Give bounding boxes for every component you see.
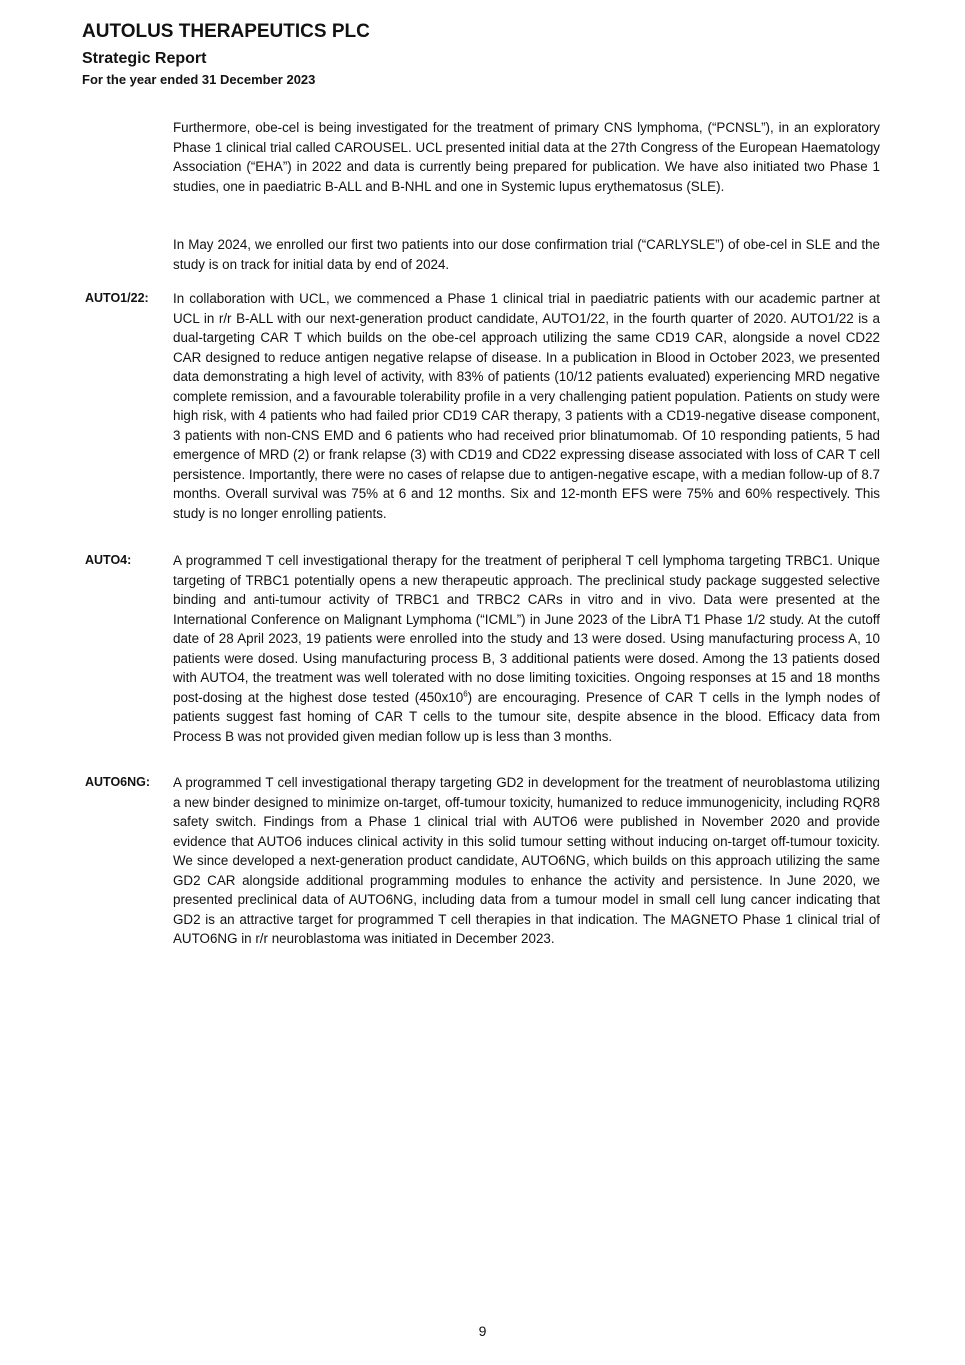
- auto6ng-paragraph: A programmed T cell investigational therapy targeting GD2 in development for the treatment of neuroblastoma utilizing a new binder designed to minimize on-target, off-tumour toxicity, humanized to reduce immunogenicity, including RQR8 safety switch. Findings from a Phase 1 clinical trial with AUTO6 were published in November 2020 and provide evidence that AUTO6 induces clinical activity in this solid tumour setting without inducing on-target off-tumour toxicity. We since developed a next-generation product candidate, AUTO6NG, which builds on this approach utilizing the same GD2 CAR alongside additional programming modules to enhance the activity and persistence. In June 2020, we presented preclinical data of AUTO6NG, including data from a tumour model in small cell lung cancer indicating that GD2 is an attractive target for programmed T cell therapies in that indication. The MAGNETO Phase 1 clinical trial of AUTO6NG in r/r neuroblastoma was initiated in December 2023.: [173, 775, 880, 946]
- page-header: [82, 20, 370, 89]
- auto4-superscript: 6: [463, 689, 468, 699]
- report-period: For the year ended 31 December 2023: [82, 72, 316, 87]
- page-number: 9: [478, 1323, 487, 1339]
- report-title: Strategic Report: [82, 50, 207, 67]
- auto4-text-part-1: A programmed T cell investigational therapy for the treatment of peripheral T cell lymphoma targeting TRBC1. Unique targeting of TRBC1 potentially opens a new therapeutic approach. The preclinical study package suggested selective binding and anti-tumour activity of TRBC1 and TRBC2 CARs in vitro and in vivo. Data were presented at the International Conference on Malignant Lymphoma (“ICML”) in June 2023 of the LibrA T1 Phase 1/2 study. At the cutoff date of 28 April 2023, 19 patients were enrolled into the study and 13 were dosed. Using manufacturing process A, 10 patients were dosed. Using manufacturing process B, 3 additional patients were dosed. Among the 13 patients dosed with AUTO4, the treatment was well tolerated with no dose limiting toxicities. Ongoing responses at 15 and 18 months post-dosing at the highest dose tested (450x10: [173, 553, 880, 705]
- intro-paragraph-2: In May 2024, we enrolled our first two patients into our dose confirmation trial (“CARLYSLE”) of obe-cel in SLE and the study is on track for initial data by end of 2024.: [173, 237, 880, 272]
- auto4-text-part-2: ) are encouraging. Presence of CAR T cells in the lymph nodes of patients suggest fast homing of CAR T cells to the tumour site, despite absence in the blood. Efficacy data from Process B was not provided given median follow up is less than 3 months.: [173, 689, 880, 744]
- intro-paragraph-1: Furthermore, obe-cel is being investigated for the treatment of primary CNS lymphoma, (“PCNSL”), in an exploratory Phase 1 clinical trial called CAROUSEL. UCL presented initial data at the 27th Congress of the European Haematology Association (“EHA”) in 2022 and data is currently being prepared for publication. We have also initiated two Phase 1 studies, one in paediatric B-ALL and B-NHL and one in Systemic lupus erythematosus (SLE).: [173, 120, 880, 194]
- company-name: AUTOLUS THERAPEUTICS PLC: [82, 21, 370, 42]
- auto4-label: AUTO4:: [85, 553, 132, 567]
- auto6ng-label: AUTO6NG:: [85, 775, 151, 789]
- auto1-22-paragraph: In collaboration with UCL, we commenced a Phase 1 clinical trial in paediatric patients with our academic partner at UCL in r/r B-ALL with our next-generation product candidate, AUTO1/22, in the fourth quarter of 2020. AUTO1/22 is a dual-targeting CAR T which builds on the obe-cel approach utilizing the same CD19 CAR, alongside a novel CD22 CAR designed to reduce antigen negative relapse of disease. In a publication in Blood in October 2023, we presented data demonstrating a high level of activity, with 83% of patients (10/12 patients evaluated) experiencing MRD negative complete remission, and a favourable tolerability profile in a very challenging patient population. Patients on study were high risk, with 4 patients who had failed prior CD19 CAR therapy, 3 patients with a CD19-negative disease component, 3 patients with non-CNS EMD and 6 patients who had received prior blinatumomab. Of 10 responding patients, 5 had emergence of MRD (2) or frank relapse (3) with CD19 and CD22 expressing disease associated with loss of CAR T cell persistence. Importantly, there were no cases of relapse due to antigen-negative escape, with a median follow-up of 8.7 months. Overall survival was 75% at 6 and 12 months. Six and 12-month EFS were 75% and 60% respectively. This study is no longer enrolling patients.: [173, 291, 880, 521]
- auto4-paragraph: [173, 551, 880, 746]
- auto1-22-label: AUTO1/22:: [85, 291, 149, 305]
